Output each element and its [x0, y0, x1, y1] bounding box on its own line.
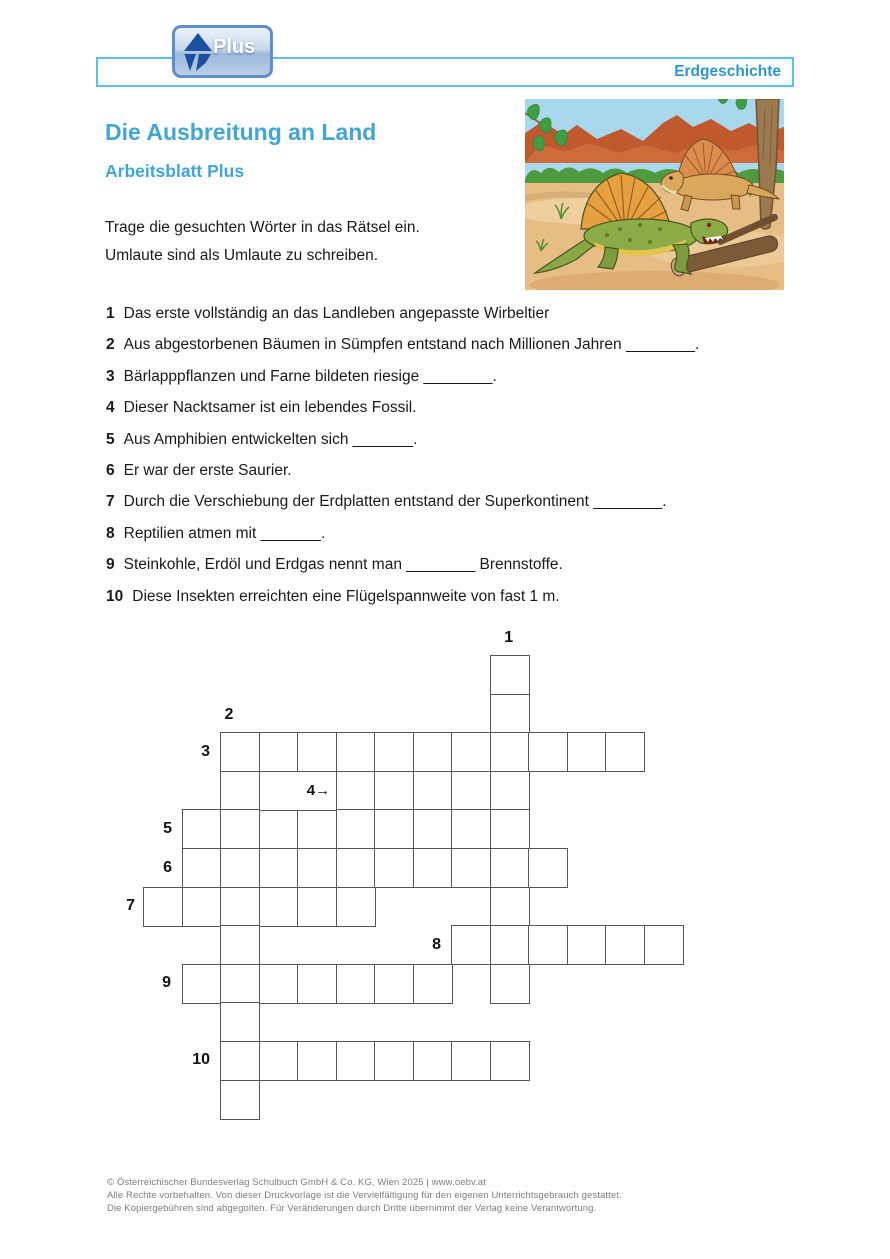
crossword-cell[interactable] [528, 848, 568, 888]
crossword-cell[interactable] [182, 887, 222, 927]
clue-number: 6 [106, 462, 115, 479]
footer-liability: Die Kopiergebühren sind abgegolten. Für Veränderungen durch Dritte übernimmt der Verlag keine Verantwortung. [107, 1203, 597, 1214]
crossword-cell[interactable] [451, 809, 491, 849]
crossword-cell[interactable] [220, 1080, 260, 1120]
clue-row [106, 431, 706, 449]
crossword-cell[interactable] [220, 732, 260, 772]
clue-text: Steinkohle, Erdöl und Erdgas nennt man ________ Brennstoffe. [123, 556, 563, 573]
crossword-cell[interactable] [220, 887, 260, 927]
clue-row [106, 399, 706, 417]
crossword-cell[interactable] [259, 964, 299, 1004]
intro-line-2: Umlaute sind als Umlaute zu schreiben. [105, 247, 379, 264]
crossword-cell[interactable] [220, 809, 260, 849]
crossword-cell[interactable] [259, 848, 299, 888]
crossword-number-label: 9 [162, 974, 171, 991]
plus-logo-text: Plus [213, 36, 256, 58]
crossword-cell[interactable] [490, 655, 530, 695]
clue-text: Reptilien atmen mit _______. [123, 525, 326, 542]
clue-text: Aus abgestorbenen Bäumen in Sümpfen entstand nach Millionen Jahren ________. [123, 336, 700, 353]
crossword-cell[interactable] [297, 809, 337, 849]
crossword-cell[interactable] [374, 809, 414, 849]
clue-text: Er war der erste Saurier. [123, 462, 292, 479]
crossword-cell[interactable] [220, 1041, 260, 1081]
crossword-cell[interactable] [490, 964, 530, 1004]
crossword-cell[interactable] [220, 771, 260, 811]
clue-number: 9 [106, 556, 115, 573]
crossword-cell[interactable] [413, 1041, 453, 1081]
clue-text: Bärlapppflanzen und Farne bildeten riesige ________. [123, 368, 497, 385]
page-subtitle: Arbeitsblatt Plus [105, 161, 245, 181]
crossword-cell[interactable] [297, 732, 337, 772]
crossword-cell[interactable] [528, 925, 568, 965]
crossword-cell[interactable] [182, 848, 222, 888]
clue-number: 5 [106, 431, 115, 448]
crossword-cell[interactable] [143, 887, 183, 927]
clue-number: 4 [106, 399, 115, 416]
crossword-number-label: 7 [126, 897, 135, 914]
page-title: Die Ausbreitung an Land [105, 119, 377, 145]
dinosaur-illustration [525, 99, 784, 290]
footer-copyright: © Österreichischer Bundesverlag Schulbuch GmbH & Co. KG, Wien 2025 | www.oebv.at [107, 1177, 486, 1188]
clue-row [106, 368, 706, 386]
clue-row [106, 305, 706, 323]
crossword-number-label: 5 [163, 820, 172, 837]
clue-text: Diese Insekten erreichten eine Flügelspannweite von fast 1 m. [132, 588, 560, 605]
crossword-number-label: 8 [432, 936, 441, 953]
crossword-cell[interactable] [336, 1041, 376, 1081]
crossword-cell[interactable] [490, 848, 530, 888]
clue-row [106, 556, 706, 574]
crossword-cell[interactable] [451, 925, 491, 965]
crossword-cell[interactable] [374, 771, 414, 811]
crossword-cell[interactable] [567, 732, 607, 772]
crossword-cell[interactable] [336, 887, 376, 927]
clue-text: Durch die Verschiebung der Erdplatten entstand der Superkontinent ________. [123, 493, 667, 510]
clue-row [106, 525, 706, 543]
crossword-cell[interactable] [413, 848, 453, 888]
crossword-cell[interactable] [490, 771, 530, 811]
crossword-cell[interactable] [297, 887, 337, 927]
crossword-cell[interactable] [259, 809, 299, 849]
crossword-cell[interactable] [374, 732, 414, 772]
crossword-cell[interactable] [336, 848, 376, 888]
crossword-cell[interactable] [336, 964, 376, 1004]
crossword-cell[interactable] [220, 964, 260, 1004]
crossword-cell[interactable] [374, 964, 414, 1004]
crossword-cell[interactable] [490, 925, 530, 965]
crossword-cell[interactable] [374, 1041, 414, 1081]
crossword-number-label: 6 [163, 859, 172, 876]
plus-logo [172, 25, 273, 78]
crossword-cell[interactable] [182, 964, 222, 1004]
crossword-cell[interactable] [259, 887, 299, 927]
crossword-cell[interactable] [413, 964, 453, 1004]
crossword-cell[interactable] [220, 848, 260, 888]
clue-row [106, 462, 706, 480]
clue-row [106, 336, 706, 354]
clue-text: Das erste vollständig an das Landleben angepasste Wirbeltier [123, 305, 550, 322]
crossword-number-label: 10 [192, 1051, 210, 1068]
crossword-cell[interactable] [413, 771, 453, 811]
crossword-cell[interactable] [528, 732, 568, 772]
crossword-cell[interactable] [490, 694, 530, 734]
crossword-cell[interactable] [374, 848, 414, 888]
clue-number: 1 [106, 305, 115, 322]
crossword-cell[interactable] [297, 964, 337, 1004]
crossword-cell[interactable] [490, 809, 530, 849]
crossword-cell[interactable] [490, 1041, 530, 1081]
crossword-cell[interactable] [336, 732, 376, 772]
crossword-cell[interactable] [490, 887, 530, 927]
crossword-cell[interactable] [220, 925, 260, 965]
crossword-cell[interactable] [259, 732, 299, 772]
intro-line-1: Trage die gesuchten Wörter in das Rätsel ein. [105, 219, 420, 236]
crossword-clue4-arrow-cell: 4→ [259, 771, 338, 811]
clue-number: 2 [106, 336, 115, 353]
clue-row [106, 588, 706, 606]
crossword-cell[interactable] [336, 809, 376, 849]
clue-number: 7 [106, 493, 115, 510]
plus-logo-triangle-icon [181, 32, 215, 74]
crossword-cell[interactable] [451, 732, 491, 772]
crossword-cell[interactable] [644, 925, 684, 965]
crossword-cell[interactable] [297, 848, 337, 888]
crossword-cell[interactable] [605, 925, 645, 965]
crossword-cell[interactable] [605, 732, 645, 772]
crossword-cell[interactable] [220, 1002, 260, 1042]
clue-number: 3 [106, 368, 115, 385]
footer-rights: Alle Rechte vorbehalten. Von dieser Druckvorlage ist die Vervielfältigung für den eigenen Unterrichtsgebrauch gestattet. [107, 1190, 622, 1201]
crossword-cell[interactable] [297, 1041, 337, 1081]
crossword-cell[interactable] [451, 771, 491, 811]
crossword-number-label: 1 [504, 629, 514, 646]
crossword-number-label: 3 [201, 743, 210, 760]
crossword-cell[interactable] [413, 732, 453, 772]
crossword-cell[interactable] [451, 848, 491, 888]
crossword-cell[interactable] [567, 925, 607, 965]
clue-number: 10 [106, 588, 124, 605]
section-label: Erdgeschichte [674, 63, 781, 80]
crossword-cell[interactable] [413, 809, 453, 849]
crossword-cell[interactable] [451, 1041, 491, 1081]
clue-text: Aus Amphibien entwickelten sich _______. [123, 431, 418, 448]
crossword-number-label: 2 [224, 706, 234, 723]
crossword-cell[interactable] [259, 1041, 299, 1081]
clue-number: 8 [106, 525, 115, 542]
clue-row [106, 493, 706, 511]
crossword-cell[interactable] [182, 809, 222, 849]
clue-text: Dieser Nacktsamer ist ein lebendes Fossil. [123, 399, 417, 416]
crossword-cell[interactable] [490, 732, 530, 772]
crossword-cell[interactable] [336, 771, 376, 811]
